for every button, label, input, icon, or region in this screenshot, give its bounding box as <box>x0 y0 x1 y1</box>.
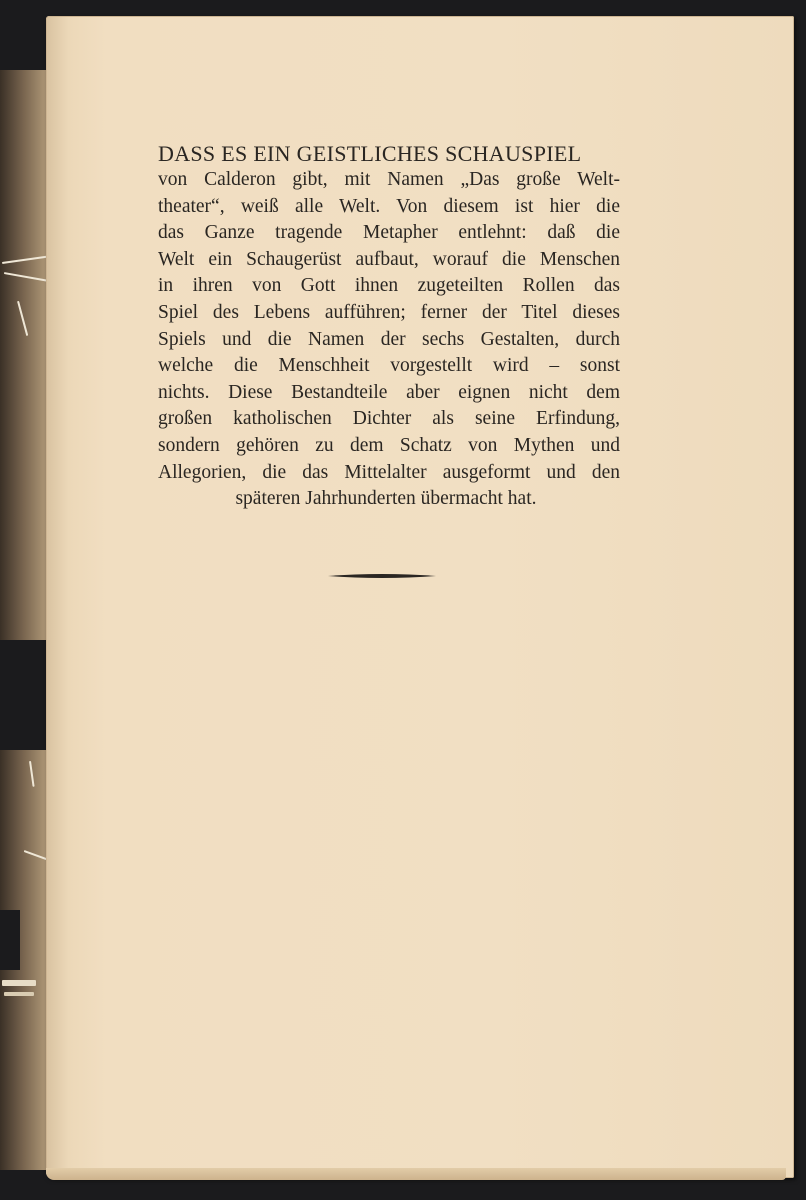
text-line: von Calderon gibt, mit Namen „Das große Welt- <box>158 169 620 190</box>
text-line: großen katholischen Dichter als seine Erfindung, <box>158 408 620 430</box>
text-line: sondern gehören zu dem Schatz von Mythen und <box>158 434 620 456</box>
ornamental-rule <box>328 572 436 580</box>
page-bottom-edge <box>46 1168 786 1180</box>
page-text <box>158 140 620 513</box>
binding-gap <box>0 640 48 750</box>
text-line: welche die Menschheit vorgestellt wird – sonst <box>158 355 620 377</box>
text-line: das Ganze tragende Metapher entlehnt: daß die <box>158 222 620 244</box>
text-line: Spiel des Lebens aufführen; ferner der Titel dieses <box>158 301 620 323</box>
text-line: theater“, weiß alle Welt. Von diesem ist hier die <box>158 195 620 217</box>
text-line: Welt ein Schaugerüst aufbaut, worauf die Menschen <box>158 248 620 270</box>
binding-thread <box>4 992 34 996</box>
text-line: Spiels und die Namen der sechs Gestalten, durch <box>158 328 620 350</box>
binding-gap <box>0 910 20 970</box>
text-line: nichts. Diese Bestandteile aber eignen nicht dem <box>158 381 620 403</box>
text-line: Allegorien, die das Mittelalter ausgeformt und den <box>158 461 620 483</box>
page-heading: DASS ES EIN GEISTLICHES SCHAUSPIEL <box>158 141 582 166</box>
text-line: in ihren von Gott ihnen zugeteilten Rollen das <box>158 275 620 297</box>
text-line: späteren Jahrhunderten übermacht hat. <box>235 488 537 510</box>
binding-thread <box>2 980 36 986</box>
